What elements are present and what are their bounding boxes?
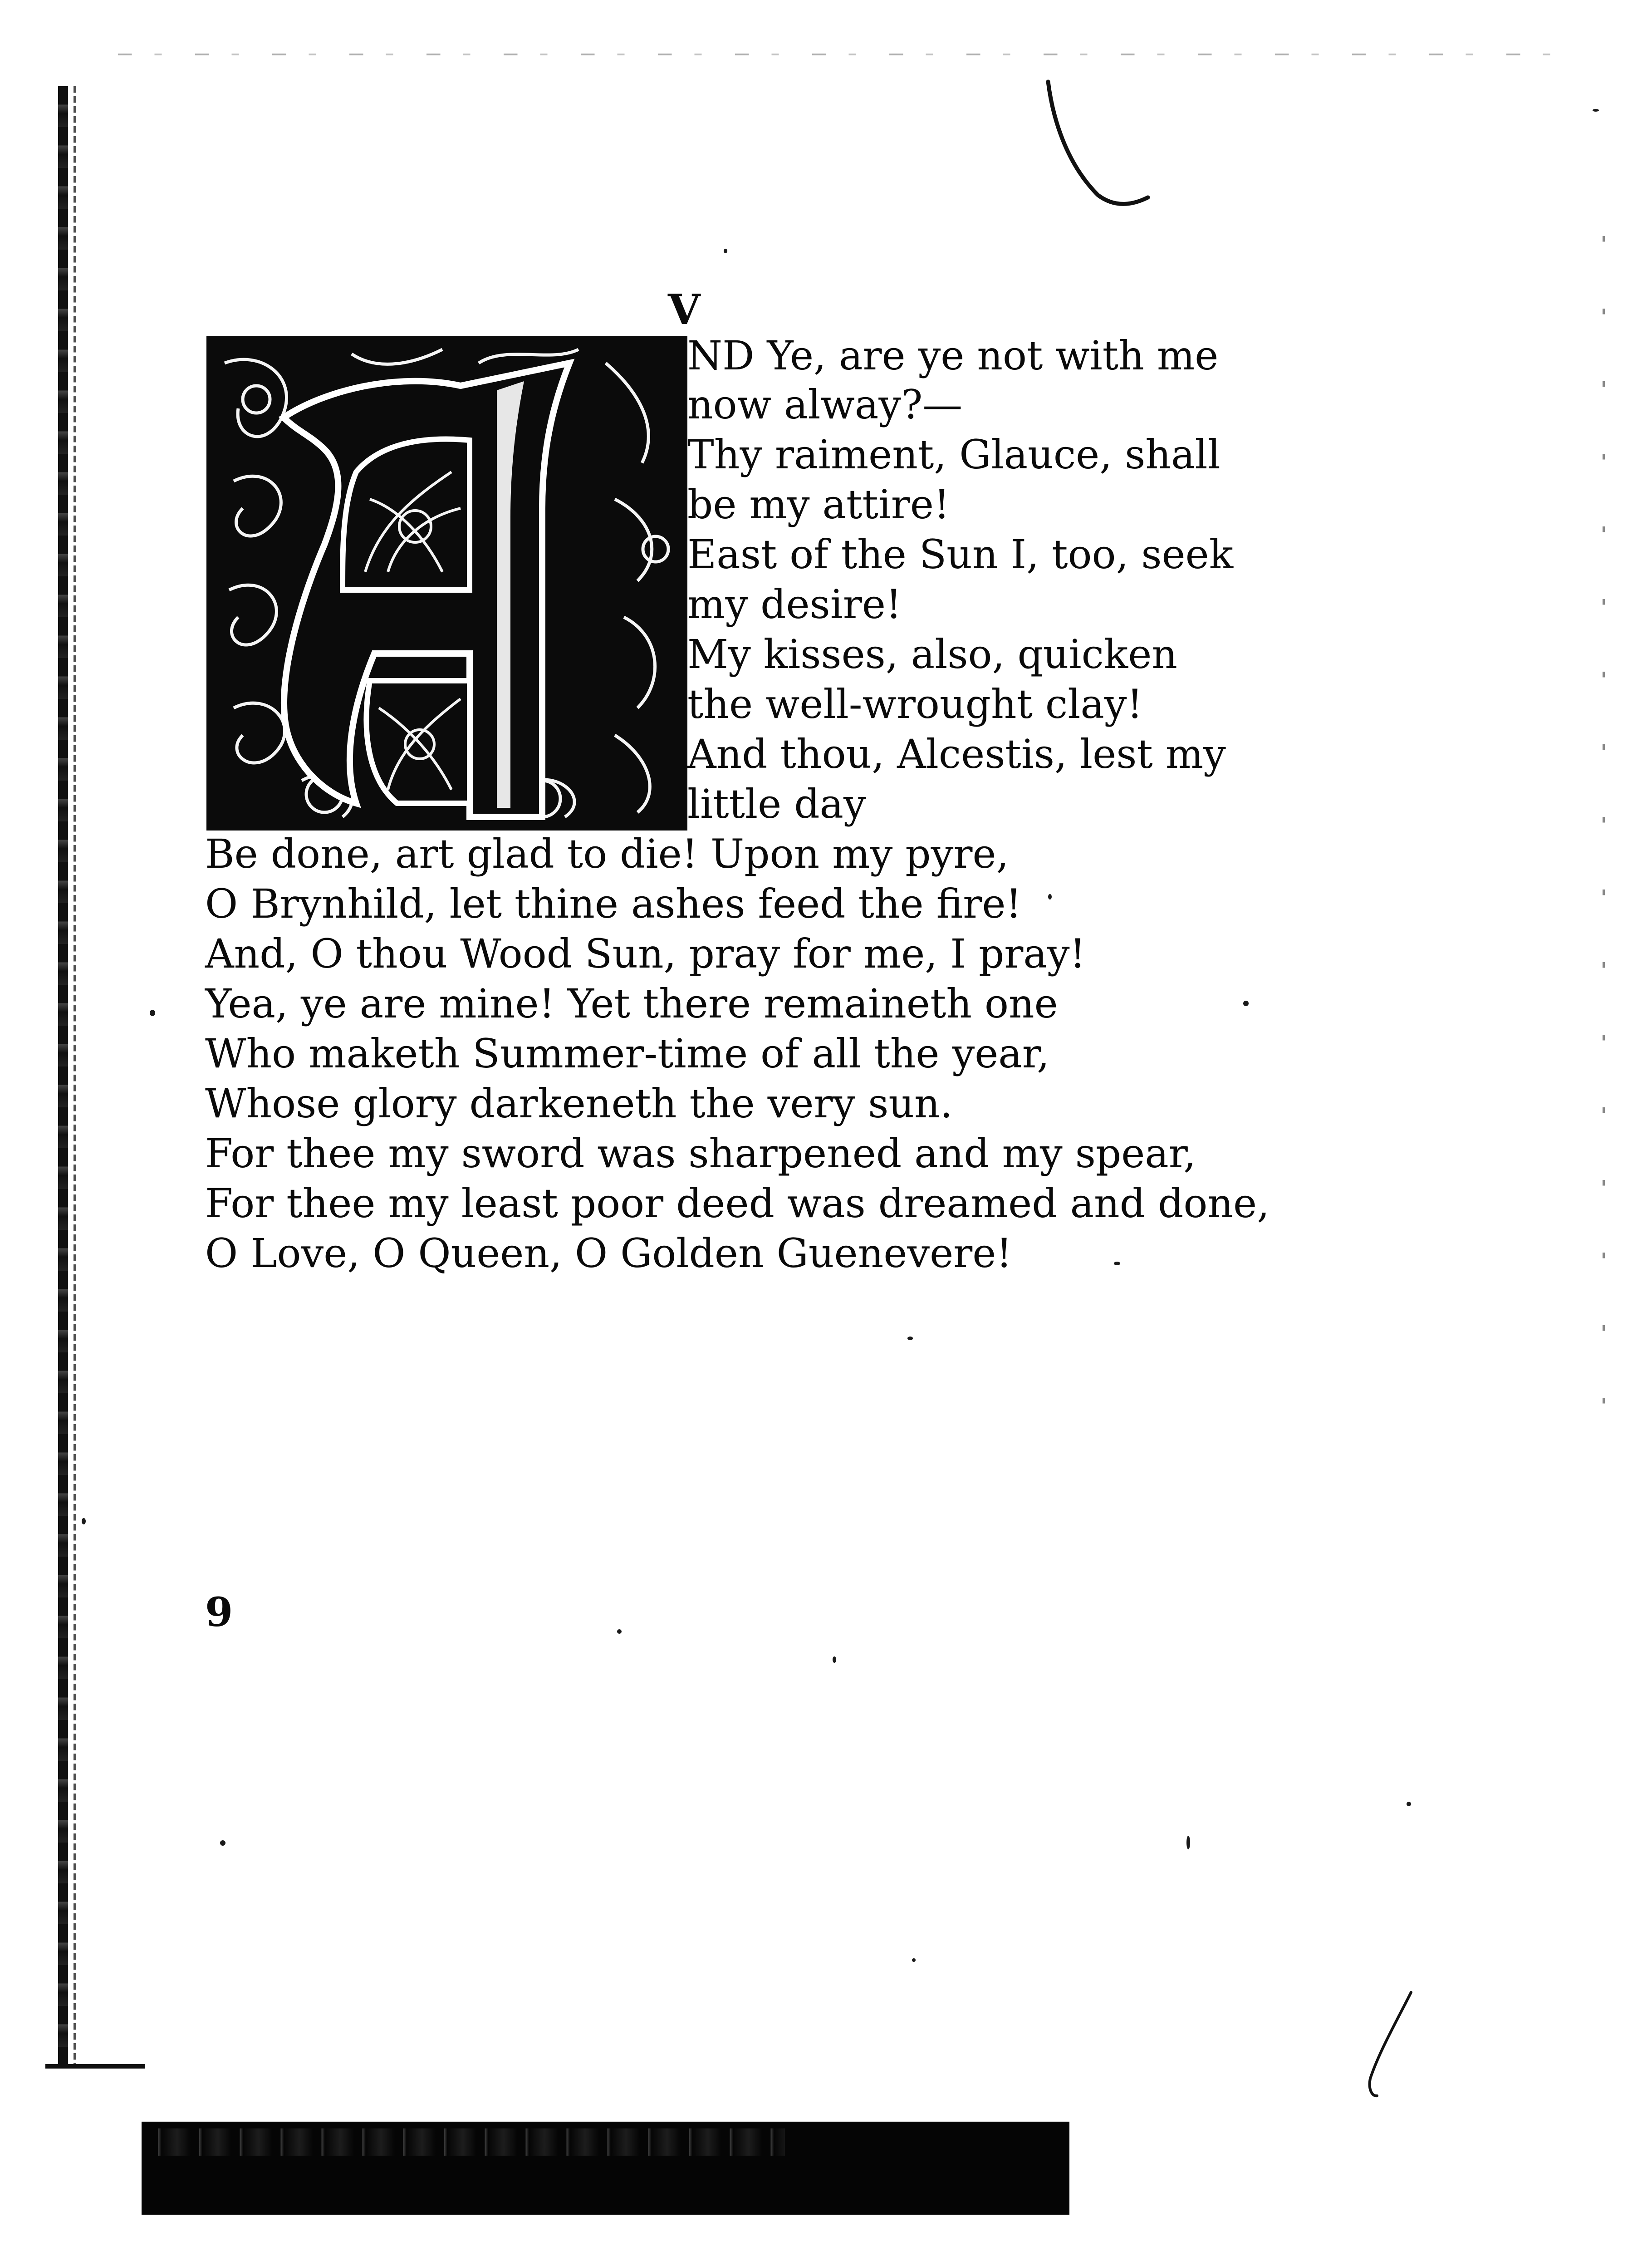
page-number: 9 bbox=[205, 1588, 233, 1636]
poem-line: ND Ye, are ye not with me bbox=[687, 332, 1219, 379]
poem-line: For thee my sword was sharpened and my spear, bbox=[205, 1130, 1196, 1177]
poem-line: And thou, Alcestis, lest my bbox=[687, 731, 1226, 777]
poem-line: my desire! bbox=[687, 581, 902, 628]
scan-dark-band-texture bbox=[150, 2128, 785, 2156]
poem-line: Be done, art glad to die! Upon my pyre, bbox=[205, 831, 1009, 877]
section-numeral: V bbox=[668, 285, 701, 334]
poem-line: For thee my least poor deed was dreamed and done, bbox=[205, 1180, 1270, 1227]
poem-line: the well-wrought clay! bbox=[687, 681, 1143, 727]
poem-line: now alway?— bbox=[687, 381, 963, 428]
poem-line: And, O thou Wood Sun, pray for me, I pray! bbox=[205, 930, 1086, 977]
poem-line: be my attire! bbox=[687, 481, 950, 528]
poem-line: Who maketh Summer-time of all the year, bbox=[205, 1030, 1050, 1077]
poem-line: O Brynhild, let thine ashes feed the fire! bbox=[205, 880, 1022, 927]
poem-line: little day bbox=[687, 781, 866, 827]
poem-line: O Love, O Queen, O Golden Guenevere! bbox=[205, 1230, 1012, 1277]
poem-line: Whose glory darkeneth the very sun. bbox=[205, 1080, 953, 1127]
poem-line: East of the Sun I, too, seek bbox=[687, 531, 1234, 578]
poem-line: Yea, ye are mine! Yet there remaineth one bbox=[205, 980, 1058, 1027]
poem-line: Thy raiment, Glauce, shall bbox=[687, 431, 1221, 478]
poem-line: My kisses, also, quicken bbox=[687, 631, 1177, 678]
